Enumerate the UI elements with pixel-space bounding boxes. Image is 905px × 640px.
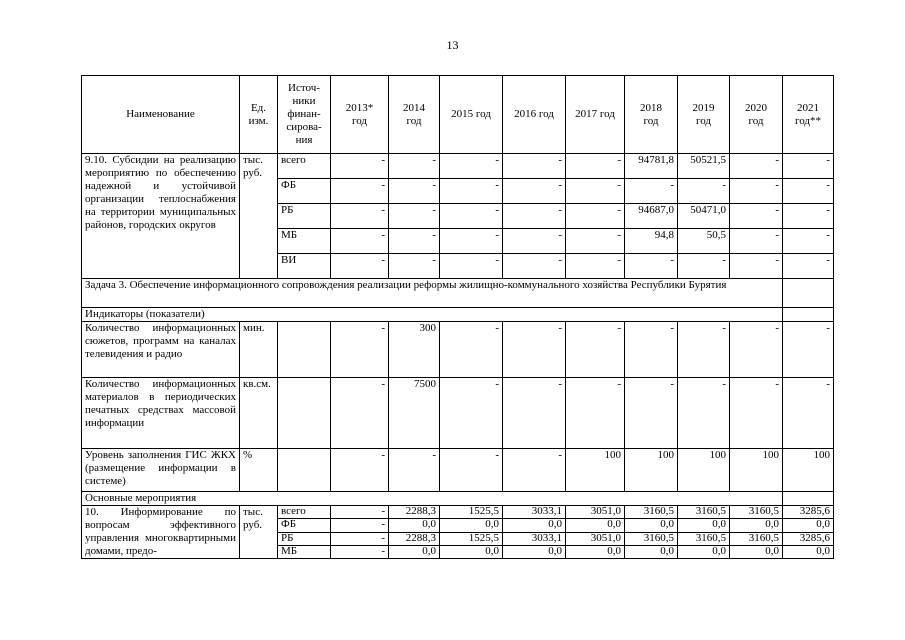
- value-cell: -: [503, 378, 566, 449]
- value-cell: -: [331, 154, 389, 179]
- value-cell: 3285,6: [783, 506, 834, 519]
- value-cell: -: [503, 254, 566, 279]
- value-cell: 3033,1: [503, 532, 566, 545]
- col-name-header: Наименование: [82, 76, 240, 154]
- source-cell: [278, 322, 331, 378]
- value-cell: -: [625, 179, 678, 204]
- value-cell: 0,0: [389, 519, 440, 532]
- value-cell: -: [331, 506, 389, 519]
- value-cell: 3160,5: [730, 532, 783, 545]
- value-cell: -: [331, 519, 389, 532]
- value-cell: 100: [625, 449, 678, 492]
- value-cell: 0,0: [389, 545, 440, 558]
- value-cell: -: [503, 322, 566, 378]
- value-cell: 50471,0: [678, 204, 730, 229]
- value-cell: -: [730, 154, 783, 179]
- source-cell: [278, 378, 331, 449]
- value-cell: -: [625, 378, 678, 449]
- col-2021-header: 2021 год**: [783, 76, 834, 154]
- item-9-10-name: 9.10. Субсидии на реализацию мероприятию по обеспечению надежной и устойчивой организации теплоснабжения на территории муниципальных районов, городских округов: [82, 154, 240, 279]
- value-cell: -: [678, 322, 730, 378]
- empty-cell: [783, 492, 834, 506]
- value-cell: 0,0: [440, 519, 503, 532]
- col-unit-header: Ед. изм.: [240, 76, 278, 154]
- value-cell: 0,0: [730, 545, 783, 558]
- value-cell: -: [678, 378, 730, 449]
- value-cell: 0,0: [503, 545, 566, 558]
- value-cell: 3051,0: [566, 506, 625, 519]
- value-cell: 0,0: [783, 545, 834, 558]
- item-10-name: 10. Информирование по вопросам эффективного управления многоквартирными домами, предо-: [82, 506, 240, 559]
- col-2014-header: 2014 год: [389, 76, 440, 154]
- value-cell: -: [389, 449, 440, 492]
- value-cell: -: [783, 378, 834, 449]
- value-cell: -: [783, 204, 834, 229]
- value-cell: -: [678, 179, 730, 204]
- source-cell: РБ: [278, 204, 331, 229]
- source-cell: МБ: [278, 229, 331, 254]
- value-cell: -: [331, 545, 389, 558]
- value-cell: 0,0: [503, 519, 566, 532]
- value-cell: -: [331, 179, 389, 204]
- value-cell: -: [389, 204, 440, 229]
- source-cell: РБ: [278, 532, 331, 545]
- value-cell: -: [440, 179, 503, 204]
- value-cell: -: [783, 254, 834, 279]
- value-cell: 0,0: [440, 545, 503, 558]
- empty-cell: [783, 308, 834, 322]
- value-cell: 50,5: [678, 229, 730, 254]
- indicator-1-unit: мин.: [240, 322, 278, 378]
- value-cell: 3160,5: [625, 532, 678, 545]
- value-cell: -: [678, 254, 730, 279]
- value-cell: -: [331, 254, 389, 279]
- page-number: 13: [446, 38, 459, 52]
- value-cell: -: [503, 179, 566, 204]
- table-row: [82, 322, 834, 378]
- value-cell: -: [503, 229, 566, 254]
- value-cell: -: [440, 449, 503, 492]
- value-cell: 3051,0: [566, 532, 625, 545]
- value-cell: -: [331, 378, 389, 449]
- value-cell: -: [331, 532, 389, 545]
- value-cell: -: [566, 322, 625, 378]
- value-cell: 0,0: [625, 545, 678, 558]
- col-2015-header: 2015 год: [440, 76, 503, 154]
- value-cell: 3160,5: [625, 506, 678, 519]
- value-cell: -: [331, 204, 389, 229]
- value-cell: 100: [730, 449, 783, 492]
- value-cell: -: [566, 254, 625, 279]
- empty-cell: [783, 279, 834, 308]
- value-cell: -: [440, 229, 503, 254]
- col-2019-header: 2019 год: [678, 76, 730, 154]
- table-row: [82, 506, 834, 519]
- value-cell: 0,0: [625, 519, 678, 532]
- value-cell: 100: [783, 449, 834, 492]
- value-cell: 0,0: [566, 545, 625, 558]
- indicator-3-name: Уровень заполнения ГИС ЖКХ (размещение информации в системе): [82, 449, 240, 492]
- section-row: [82, 308, 834, 322]
- value-cell: 94781,8: [625, 154, 678, 179]
- value-cell: 100: [566, 449, 625, 492]
- source-cell: ФБ: [278, 519, 331, 532]
- value-cell: -: [730, 254, 783, 279]
- value-cell: 0,0: [566, 519, 625, 532]
- value-cell: 1525,5: [440, 532, 503, 545]
- value-cell: 94,8: [625, 229, 678, 254]
- value-cell: -: [730, 378, 783, 449]
- value-cell: -: [566, 154, 625, 179]
- value-cell: 0,0: [678, 519, 730, 532]
- indicator-2-name: Количество информационных материалов в периодических печатных средствах массовой информации: [82, 378, 240, 449]
- col-2016-header: 2016 год: [503, 76, 566, 154]
- indicators-heading: Индикаторы (показатели): [82, 308, 783, 322]
- section-row: [82, 279, 834, 308]
- indicator-2-unit: кв.см.: [240, 378, 278, 449]
- source-cell: всего: [278, 154, 331, 179]
- value-cell: -: [625, 254, 678, 279]
- indicator-1-name: Количество информационных сюжетов, программ на каналах телевидения и радио: [82, 322, 240, 378]
- value-cell: -: [440, 154, 503, 179]
- value-cell: -: [503, 449, 566, 492]
- value-cell: -: [783, 179, 834, 204]
- value-cell: -: [625, 322, 678, 378]
- table-row: [82, 378, 834, 449]
- value-cell: 3160,5: [678, 506, 730, 519]
- item-9-10-unit: тыс. руб.: [240, 154, 278, 279]
- value-cell: -: [566, 378, 625, 449]
- indicator-3-unit: %: [240, 449, 278, 492]
- value-cell: -: [566, 229, 625, 254]
- value-cell: 3160,5: [730, 506, 783, 519]
- value-cell: -: [440, 204, 503, 229]
- value-cell: -: [566, 204, 625, 229]
- source-cell: [278, 449, 331, 492]
- value-cell: -: [783, 322, 834, 378]
- col-source-header: Источ- ники финан- сирова- ния: [278, 76, 331, 154]
- value-cell: -: [440, 254, 503, 279]
- value-cell: 50521,5: [678, 154, 730, 179]
- value-cell: -: [503, 154, 566, 179]
- value-cell: 3033,1: [503, 506, 566, 519]
- main-activities-heading: Основные мероприятия: [82, 492, 783, 506]
- value-cell: -: [730, 204, 783, 229]
- col-2013-header: 2013* год: [331, 76, 389, 154]
- value-cell: -: [331, 449, 389, 492]
- value-cell: -: [389, 179, 440, 204]
- value-cell: 300: [389, 322, 440, 378]
- value-cell: 0,0: [730, 519, 783, 532]
- value-cell: -: [389, 154, 440, 179]
- source-cell: ВИ: [278, 254, 331, 279]
- value-cell: -: [389, 254, 440, 279]
- value-cell: -: [783, 154, 834, 179]
- value-cell: 7500: [389, 378, 440, 449]
- value-cell: 3285,6: [783, 532, 834, 545]
- section-row: [82, 492, 834, 506]
- value-cell: 2288,3: [389, 506, 440, 519]
- col-2020-header: 2020 год: [730, 76, 783, 154]
- value-cell: -: [331, 229, 389, 254]
- source-cell: всего: [278, 506, 331, 519]
- value-cell: -: [440, 322, 503, 378]
- value-cell: 2288,3: [389, 532, 440, 545]
- value-cell: -: [440, 378, 503, 449]
- col-2018-header: 2018 год: [625, 76, 678, 154]
- task-3-heading: Задача 3. Обеспечение информационного сопровождения реализации реформы жилищно-коммунального хозяйства Республики Бурятия: [82, 279, 783, 308]
- value-cell: 1525,5: [440, 506, 503, 519]
- value-cell: 94687,0: [625, 204, 678, 229]
- value-cell: -: [730, 229, 783, 254]
- value-cell: 3160,5: [678, 532, 730, 545]
- value-cell: -: [503, 204, 566, 229]
- value-cell: -: [566, 179, 625, 204]
- value-cell: -: [331, 322, 389, 378]
- col-2017-header: 2017 год: [566, 76, 625, 154]
- value-cell: 100: [678, 449, 730, 492]
- value-cell: 0,0: [678, 545, 730, 558]
- source-cell: МБ: [278, 545, 331, 558]
- value-cell: 0,0: [783, 519, 834, 532]
- item-10-unit: тыс. руб.: [240, 506, 278, 559]
- value-cell: -: [783, 229, 834, 254]
- financing-table: [81, 75, 834, 559]
- table-row: [82, 154, 834, 179]
- value-cell: -: [389, 229, 440, 254]
- value-cell: -: [730, 322, 783, 378]
- source-cell: ФБ: [278, 179, 331, 204]
- table-row: [82, 449, 834, 492]
- header-row: [82, 76, 834, 154]
- value-cell: -: [730, 179, 783, 204]
